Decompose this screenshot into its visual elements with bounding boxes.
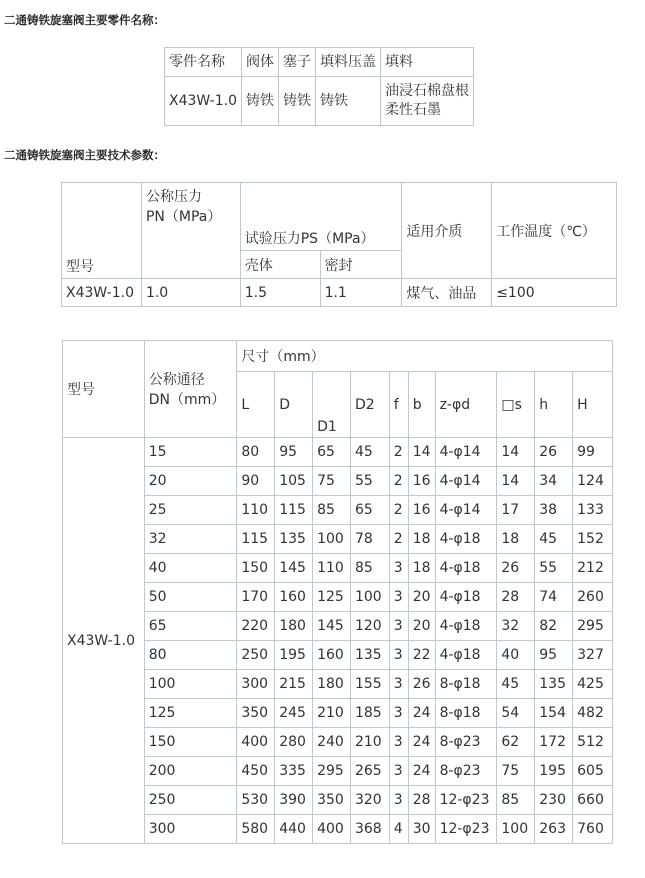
dims-data-cell: 3: [389, 786, 408, 815]
dims-data-cell: 4-φ14: [435, 496, 497, 525]
dims-data-cell: 12-φ23: [435, 815, 497, 844]
dims-data-cell: 110: [313, 554, 351, 583]
pn-header-line: 公称压力: [145, 189, 202, 205]
dims-data-cell: 26: [535, 438, 573, 467]
parts-packing-cell: [381, 77, 474, 126]
dims-data-cell: 320: [350, 786, 389, 815]
dims-data-row: [63, 641, 613, 670]
tech-medium-header: 适用介质: [402, 183, 492, 279]
dims-column-header: H: [573, 372, 613, 438]
dims-data-cell: 440: [275, 815, 313, 844]
dims-data-cell: 3: [389, 641, 408, 670]
dims-data-cell: 34: [535, 467, 573, 496]
parts-header-cell: 零件名称: [165, 48, 242, 77]
dims-data-cell: 24: [408, 757, 435, 786]
dims-data-cell: 38: [535, 496, 573, 525]
parts-gland-cell: 铸铁: [316, 77, 381, 126]
tech-shell-header: 壳体: [240, 251, 320, 279]
dims-data-cell: 80: [237, 438, 275, 467]
dims-data-cell: 115: [237, 525, 275, 554]
dims-data-row: [63, 815, 613, 844]
parts-plug-cell: 铸铁: [279, 77, 316, 126]
dims-column-header: f: [389, 372, 408, 438]
dims-data-cell: 18: [497, 525, 535, 554]
dims-data-cell: 90: [237, 467, 275, 496]
parts-heading: 二通铸铁旋塞阀主要零件名称：: [4, 13, 165, 27]
dims-data-row: [63, 786, 613, 815]
dims-data-cell: 263: [535, 815, 573, 844]
dims-data-cell: 180: [275, 612, 313, 641]
dims-data-cell: 135: [535, 670, 573, 699]
dims-data-cell: 3: [389, 699, 408, 728]
dims-data-cell: 99: [573, 438, 613, 467]
dn-header-line: 公称通径: [148, 372, 205, 388]
tech-temp-header: 工作温度（℃）: [492, 183, 617, 279]
dims-data-cell: 4-φ18: [435, 554, 497, 583]
dims-data-cell: 2: [389, 467, 408, 496]
dims-data-cell: 350: [313, 786, 351, 815]
dims-data-cell: 85: [350, 554, 389, 583]
dims-data-cell: 45: [535, 525, 573, 554]
tech-model-cell: X43W-1.0: [62, 279, 142, 307]
dn-header-line: DN（mm）: [148, 392, 226, 408]
dims-data-cell: 16: [408, 467, 435, 496]
tech-heading: 二通铸铁旋塞阀主要技术参数：: [4, 148, 165, 162]
dims-data-cell: 78: [350, 525, 389, 554]
dims-data-cell: 4-φ18: [435, 525, 497, 554]
tech-header-row: [62, 183, 617, 251]
dims-data-cell: 85: [313, 496, 351, 525]
parts-header-cell: 填料压盖: [316, 48, 381, 77]
dims-data-cell: 26: [497, 554, 535, 583]
parts-header-row: [165, 48, 474, 77]
tech-seal-header: 密封: [320, 251, 402, 279]
dims-data-cell: 400: [237, 728, 275, 757]
tech-medium-cell: 煤气、油品: [402, 279, 492, 307]
dims-data-cell: 40: [497, 641, 535, 670]
dims-data-cell: 75: [313, 467, 351, 496]
dims-column-header: □s: [497, 372, 535, 438]
dims-data-cell: 15: [144, 438, 237, 467]
dims-data-cell: 133: [573, 496, 613, 525]
dims-data-cell: 8-φ23: [435, 757, 497, 786]
dims-data-cell: 2: [389, 438, 408, 467]
dims-data-row: [63, 699, 613, 728]
dims-data-cell: 20: [144, 467, 237, 496]
dims-data-cell: 55: [350, 467, 389, 496]
dims-data-cell: 3: [389, 670, 408, 699]
dims-data-cell: 245: [275, 699, 313, 728]
tech-shell-cell: 1.5: [240, 279, 320, 307]
dims-data-cell: 400: [313, 815, 351, 844]
dims-data-cell: 295: [573, 612, 613, 641]
dims-data-cell: 100: [144, 670, 237, 699]
dims-data-cell: 4: [389, 815, 408, 844]
dims-data-cell: 135: [275, 525, 313, 554]
dims-data-cell: 350: [237, 699, 275, 728]
dims-data-cell: 3: [389, 757, 408, 786]
dims-data-cell: 220: [237, 612, 275, 641]
dims-data-cell: 25: [144, 496, 237, 525]
dims-data-cell: 12-φ23: [435, 786, 497, 815]
dims-data-cell: 20: [408, 612, 435, 641]
dims-data-cell: 300: [237, 670, 275, 699]
dims-data-cell: 160: [275, 583, 313, 612]
dims-data-cell: 24: [408, 699, 435, 728]
dims-data-cell: 110: [237, 496, 275, 525]
dims-column-header: b: [408, 372, 435, 438]
dims-data-cell: 30: [408, 815, 435, 844]
dims-column-header: D2: [350, 372, 389, 438]
dims-data-row: [63, 757, 613, 786]
dims-column-header: L: [237, 372, 275, 438]
parts-table: [164, 47, 474, 126]
dims-data-cell: 16: [408, 496, 435, 525]
dims-data-cell: 450: [237, 757, 275, 786]
dims-column-header: D1: [313, 372, 351, 438]
dims-data-cell: 160: [313, 641, 351, 670]
dims-data-row: [63, 728, 613, 757]
dims-data-cell: 24: [408, 728, 435, 757]
dims-data-cell: 250: [237, 641, 275, 670]
dims-data-cell: 26: [408, 670, 435, 699]
dims-data-cell: 155: [350, 670, 389, 699]
tech-table: [61, 182, 617, 307]
dims-data-cell: 65: [144, 612, 237, 641]
dims-data-cell: 2: [389, 496, 408, 525]
parts-body-cell: 铸铁: [242, 77, 279, 126]
dims-data-cell: 185: [350, 699, 389, 728]
parts-header-cell: 阀体: [242, 48, 279, 77]
dims-data-cell: 124: [573, 467, 613, 496]
dims-data-cell: 512: [573, 728, 613, 757]
packing-line: 柔性石墨: [385, 102, 441, 118]
dims-data-cell: 95: [275, 438, 313, 467]
tech-data-row: [62, 279, 617, 307]
tech-pn-header: [141, 183, 240, 279]
dims-data-cell: 195: [535, 757, 573, 786]
dims-data-cell: 55: [535, 554, 573, 583]
dims-data-cell: 75: [497, 757, 535, 786]
dims-data-cell: 327: [573, 641, 613, 670]
dims-column-header: z-φd: [435, 372, 497, 438]
dims-data-cell: 530: [237, 786, 275, 815]
dims-data-cell: 3: [389, 583, 408, 612]
dims-data-cell: 17: [497, 496, 535, 525]
dims-data-row: [63, 554, 613, 583]
dims-data-row: [63, 525, 613, 554]
dims-data-cell: 200: [144, 757, 237, 786]
dims-data-cell: 45: [350, 438, 389, 467]
dims-data-cell: 150: [237, 554, 275, 583]
dims-data-cell: 280: [275, 728, 313, 757]
dims-data-cell: 115: [275, 496, 313, 525]
dims-data-cell: 154: [535, 699, 573, 728]
dims-data-cell: 300: [144, 815, 237, 844]
dims-column-header: h: [535, 372, 573, 438]
dims-data-cell: 660: [573, 786, 613, 815]
tech-temp-cell: ≤100: [492, 279, 617, 307]
dims-data-cell: 482: [573, 699, 613, 728]
dims-data-cell: 120: [350, 612, 389, 641]
dims-data-cell: 14: [408, 438, 435, 467]
dims-data-cell: 2: [389, 525, 408, 554]
dims-data-cell: 3: [389, 728, 408, 757]
dims-data-cell: 65: [313, 438, 351, 467]
dims-data-cell: 212: [573, 554, 613, 583]
dims-data-cell: 28: [408, 786, 435, 815]
dims-data-cell: 14: [497, 438, 535, 467]
dims-data-cell: 125: [313, 583, 351, 612]
parts-header-cell: 填料: [381, 48, 474, 77]
dims-data-cell: 760: [573, 815, 613, 844]
dims-data-cell: 28: [497, 583, 535, 612]
dims-data-cell: 210: [350, 728, 389, 757]
dims-data-cell: 150: [144, 728, 237, 757]
dims-data-cell: 3: [389, 554, 408, 583]
dims-dn-header: [144, 341, 237, 438]
dims-data-cell: 82: [535, 612, 573, 641]
dims-data-cell: 230: [535, 786, 573, 815]
dims-data-cell: 95: [535, 641, 573, 670]
dims-data-cell: 32: [144, 525, 237, 554]
dims-data-cell: 195: [275, 641, 313, 670]
dims-data-row: [63, 496, 613, 525]
dims-data-row: [63, 467, 613, 496]
dims-data-cell: 180: [313, 670, 351, 699]
dims-data-cell: 22: [408, 641, 435, 670]
dims-data-cell: 85: [497, 786, 535, 815]
parts-model-cell: X43W-1.0: [165, 77, 242, 126]
dims-data-cell: 45: [497, 670, 535, 699]
dims-data-row: [63, 670, 613, 699]
dims-data-cell: 4-φ18: [435, 583, 497, 612]
dims-data-cell: 100: [497, 815, 535, 844]
pn-header-line: PN（MPa）: [145, 209, 222, 225]
parts-data-row: [165, 77, 474, 126]
dims-data-cell: 54: [497, 699, 535, 728]
dims-model-header: 型号: [63, 341, 145, 438]
tech-ps-header: 试验压力PS（MPa）: [240, 183, 402, 251]
dims-data-cell: 18: [408, 525, 435, 554]
dims-data-cell: 100: [350, 583, 389, 612]
dims-data-cell: 368: [350, 815, 389, 844]
parts-header-cell: 塞子: [279, 48, 316, 77]
dims-data-cell: 170: [237, 583, 275, 612]
dims-data-cell: 4-φ18: [435, 641, 497, 670]
dims-data-cell: 8-φ23: [435, 728, 497, 757]
dims-data-cell: 4-φ14: [435, 438, 497, 467]
dims-data-cell: 14: [497, 467, 535, 496]
tech-seal-cell: 1.1: [320, 279, 402, 307]
dims-data-row: [63, 438, 613, 467]
dims-data-cell: 3: [389, 612, 408, 641]
dims-data-cell: 4-φ14: [435, 467, 497, 496]
dims-data-cell: 425: [573, 670, 613, 699]
dims-data-cell: 125: [144, 699, 237, 728]
dims-data-cell: 18: [408, 554, 435, 583]
dims-data-cell: 265: [350, 757, 389, 786]
dims-model-cell: X43W-1.0: [63, 438, 145, 844]
dims-data-cell: 240: [313, 728, 351, 757]
dims-data-cell: 100: [313, 525, 351, 554]
dims-data-cell: 215: [275, 670, 313, 699]
dims-data-cell: 335: [275, 757, 313, 786]
dims-data-cell: 62: [497, 728, 535, 757]
packing-line: 油浸石棉盘根: [385, 83, 469, 99]
dims-data-cell: 20: [408, 583, 435, 612]
tech-model-header: 型号: [62, 183, 142, 279]
dims-header-row: [63, 341, 613, 372]
dims-data-cell: 135: [350, 641, 389, 670]
dims-data-cell: 145: [313, 612, 351, 641]
dims-data-cell: 145: [275, 554, 313, 583]
dims-data-cell: 580: [237, 815, 275, 844]
dims-data-cell: 390: [275, 786, 313, 815]
tech-pn-cell: 1.0: [141, 279, 240, 307]
dims-data-cell: 74: [535, 583, 573, 612]
dimensions-table: [62, 340, 613, 844]
dims-data-cell: 152: [573, 525, 613, 554]
dims-data-cell: 172: [535, 728, 573, 757]
dims-size-header: 尺寸（mm）: [237, 341, 613, 372]
dims-data-cell: 250: [144, 786, 237, 815]
dims-data-cell: 105: [275, 467, 313, 496]
dims-data-cell: 65: [350, 496, 389, 525]
dims-data-row: [63, 612, 613, 641]
dims-data-cell: 50: [144, 583, 237, 612]
dims-column-header: D: [275, 372, 313, 438]
dims-data-cell: 8-φ18: [435, 670, 497, 699]
dims-data-cell: 605: [573, 757, 613, 786]
dims-data-cell: 260: [573, 583, 613, 612]
dims-data-cell: 4-φ18: [435, 612, 497, 641]
dims-data-cell: 32: [497, 612, 535, 641]
dims-data-cell: 295: [313, 757, 351, 786]
dims-data-row: [63, 583, 613, 612]
dims-data-cell: 8-φ18: [435, 699, 497, 728]
dims-data-cell: 80: [144, 641, 237, 670]
dims-data-cell: 210: [313, 699, 351, 728]
dims-data-cell: 40: [144, 554, 237, 583]
